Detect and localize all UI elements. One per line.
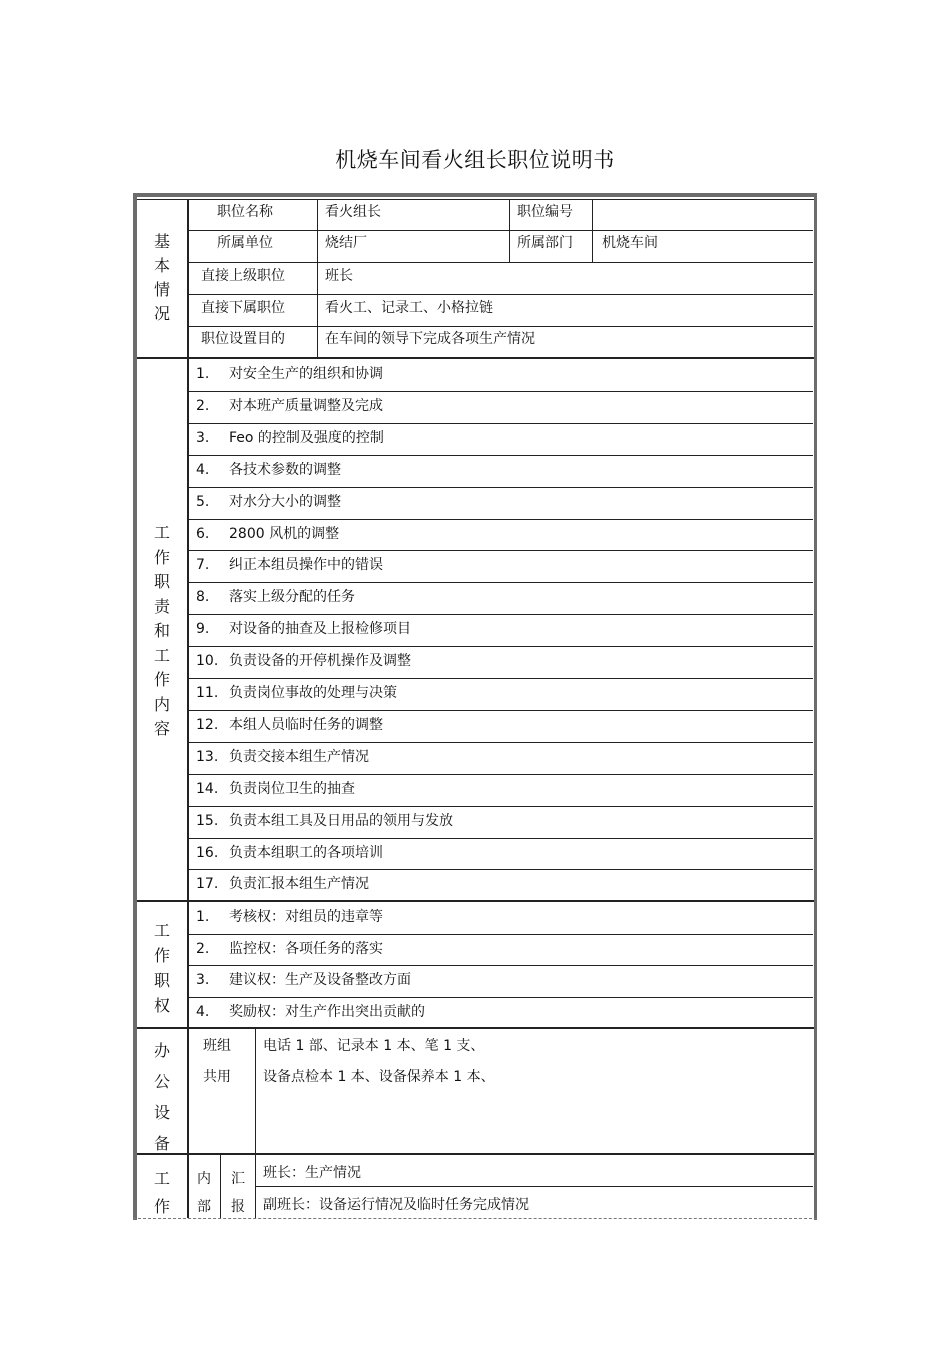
duty-item-text: 本组人员临时任务的调整 (229, 716, 383, 733)
unit-label: 所属单位 (217, 235, 273, 251)
section-divider-duties (137, 900, 814, 902)
duty-item-number: 6. (196, 525, 210, 542)
relations-report-label (221, 1165, 255, 1221)
duty-item-number: 10. (196, 653, 219, 670)
duty-row-line (189, 678, 813, 679)
duty-item-text: 对水分大小的调整 (229, 493, 341, 510)
duty-row-line (189, 646, 813, 647)
relations-report-label-text (221, 1165, 255, 1221)
authority-item-text: 建议权：生产及设备整改方面 (229, 972, 411, 989)
label-char: 基 (153, 232, 170, 251)
duty-item-text: 负责岗位事故的处理与决策 (229, 685, 397, 701)
authority-item-text: 考核权：对组员的违章等 (229, 909, 383, 925)
duty-row-line (189, 838, 813, 839)
duty-row-line (189, 519, 813, 520)
equipment-group-label-1: 班组 (203, 1038, 231, 1054)
basic-row-line (189, 262, 813, 263)
label-char: 内 (197, 1171, 211, 1187)
duty-row-line (189, 423, 813, 424)
authority-row-line (189, 965, 813, 966)
label-char: 备 (153, 1134, 170, 1153)
label-char: 责 (153, 596, 170, 616)
label-char: 作 (153, 1197, 170, 1216)
position-number-label: 职位编号 (517, 204, 573, 220)
label-char: 汇 (231, 1171, 245, 1187)
duty-item-text: 负责本组职工的各项培训 (229, 844, 383, 861)
duty-row-line (189, 614, 813, 615)
section-divider-equipment (137, 1153, 814, 1155)
duty-item-text: 对设备的抽查及上报检修项目 (229, 621, 411, 638)
subordinate-label: 直接下属职位 (201, 300, 285, 316)
duty-row-line (189, 550, 813, 551)
section-label-duties (137, 521, 187, 742)
duty-item-number: 14. (196, 780, 219, 797)
relations-row-1: 班长：生产情况 (263, 1165, 361, 1181)
label-char: 部 (197, 1199, 211, 1215)
duty-item-number: 17. (196, 876, 219, 893)
label-char: 容 (153, 719, 170, 738)
equipment-line-1: 电话 1 部、记录本 1 本、笔 1 支、 (263, 1038, 485, 1054)
label-char: 作 (153, 547, 170, 567)
section-label-authority (137, 918, 187, 1018)
duty-row-line (189, 742, 813, 743)
section-label-equipment (137, 1035, 187, 1159)
authority-row-line (189, 997, 813, 998)
duty-item-text: 各技术参数的调整 (229, 461, 341, 478)
section-label-relations (137, 1165, 187, 1221)
authority-item-number: 3. (196, 972, 210, 989)
duty-item-number: 13. (196, 748, 219, 765)
label-char: 和 (153, 621, 170, 640)
duty-item-text: 对本班产质量调整及完成 (229, 397, 383, 414)
authority-row-line (189, 934, 813, 935)
duty-item-number: 15. (196, 812, 219, 829)
label-column-divider (187, 199, 189, 1218)
unit-value: 烧结厂 (325, 235, 367, 251)
authority-item-text: 奖励权：对生产作出突出贡献的 (229, 1003, 425, 1020)
duty-item-number: 7. (196, 557, 210, 574)
duty-item-text: 2800 风机的调整 (229, 525, 340, 542)
duty-row-line (189, 869, 813, 870)
section-divider-basic (137, 357, 814, 359)
label-char: 职 (153, 572, 170, 591)
basic-row-line (189, 294, 813, 295)
duty-row-line (189, 455, 813, 456)
duty-item-number: 9. (196, 621, 210, 638)
purpose-value: 在车间的领导下完成各项生产情况 (325, 331, 535, 347)
label-char: 作 (153, 946, 170, 965)
section-label-equipment-text (137, 1035, 187, 1159)
duty-row-line (189, 582, 813, 583)
basic-row-line (189, 326, 813, 327)
duty-item-text: 负责交接本组生产情况 (229, 748, 369, 765)
position-name-value: 看火组长 (325, 204, 381, 220)
duty-item-text: 负责本组工具及日用品的领用与发放 (229, 812, 453, 829)
duty-item-number: 4. (196, 461, 210, 478)
label-char: 作 (153, 670, 170, 689)
authority-item-text: 监控权：各项任务的落实 (229, 940, 383, 957)
superior-label: 直接上级职位 (201, 268, 285, 284)
label-char: 工 (153, 1169, 170, 1188)
duty-item-number: 3. (196, 429, 210, 446)
label-char: 工 (153, 645, 170, 665)
position-name-label: 职位名称 (217, 204, 273, 220)
duty-item-text: 对安全生产的组织和协调 (229, 366, 383, 382)
equipment-group-label-2: 共用 (203, 1069, 231, 1085)
duty-item-number: 5. (196, 493, 210, 510)
purpose-label: 职位设置目的 (201, 331, 285, 347)
duty-row-line (189, 774, 813, 775)
department-value: 机烧车间 (602, 235, 658, 251)
label-char: 况 (153, 304, 170, 323)
top-inner-border (137, 199, 814, 200)
duty-item-text: 纠正本组员操作中的错误 (229, 557, 383, 574)
duty-item-text: 负责岗位卫生的抽查 (229, 780, 355, 797)
job-description-table (133, 193, 817, 1220)
section-label-duties-text (137, 521, 187, 742)
duty-item-text: 落实上级分配的任务 (229, 589, 355, 606)
duty-item-number: 1. (196, 366, 210, 382)
label-char: 设 (153, 1103, 170, 1122)
label-char: 报 (231, 1199, 245, 1215)
page-cut-edge (133, 1218, 817, 1221)
label-char: 办 (153, 1041, 170, 1060)
label-char: 公 (153, 1072, 170, 1091)
duty-item-text: 负责设备的开停机操作及调整 (229, 653, 411, 670)
relations-inner-label-text (188, 1165, 220, 1221)
equipment-line-2: 设备点检本 1 本、设备保养本 1 本、 (263, 1069, 495, 1085)
duty-item-number: 2. (196, 397, 210, 414)
basic-row-line (189, 230, 813, 231)
label-char: 内 (153, 694, 170, 714)
duty-row-line (189, 806, 813, 807)
label-char: 权 (153, 996, 170, 1015)
document-title: 机烧车间看火组长职位说明书 (335, 148, 615, 172)
superior-value: 班长 (325, 268, 353, 284)
relations-inner-label (188, 1165, 220, 1221)
authority-item-number: 2. (196, 940, 210, 957)
label-char: 本 (153, 256, 170, 275)
label-char: 工 (153, 921, 170, 940)
relations-row-2: 副班长：设备运行情况及临时任务完成情况 (263, 1197, 529, 1213)
duty-item-text: 负责汇报本组生产情况 (229, 876, 369, 893)
section-label-basic (137, 230, 187, 326)
authority-item-number: 4. (196, 1003, 210, 1020)
duty-row-line (189, 487, 813, 488)
section-divider-authority (137, 1027, 814, 1029)
authority-item-number: 1. (196, 909, 210, 925)
department-label: 所属部门 (517, 235, 573, 251)
duty-item-number: 11. (196, 685, 219, 701)
duty-item-number: 16. (196, 844, 219, 861)
equipment-col-line (255, 1029, 256, 1153)
duty-row-line (189, 391, 813, 392)
basic-col-line (317, 199, 318, 357)
label-char: 工 (153, 523, 170, 542)
subordinate-value: 看火工、记录工、小格拉链 (325, 300, 493, 316)
duty-item-text: Feo 的控制及强度的控制 (229, 429, 384, 446)
label-char: 情 (153, 280, 170, 299)
basic-col-line (592, 199, 593, 262)
basic-col-line (509, 199, 510, 262)
section-label-relations-text (137, 1165, 187, 1221)
duty-row-line (189, 710, 813, 711)
section-label-authority-text (137, 918, 187, 1018)
duty-item-number: 8. (196, 589, 210, 606)
relations-row-line (255, 1186, 813, 1187)
label-char: 职 (153, 971, 170, 990)
duty-item-number: 12. (196, 716, 219, 733)
section-label-basic-text (137, 230, 187, 326)
